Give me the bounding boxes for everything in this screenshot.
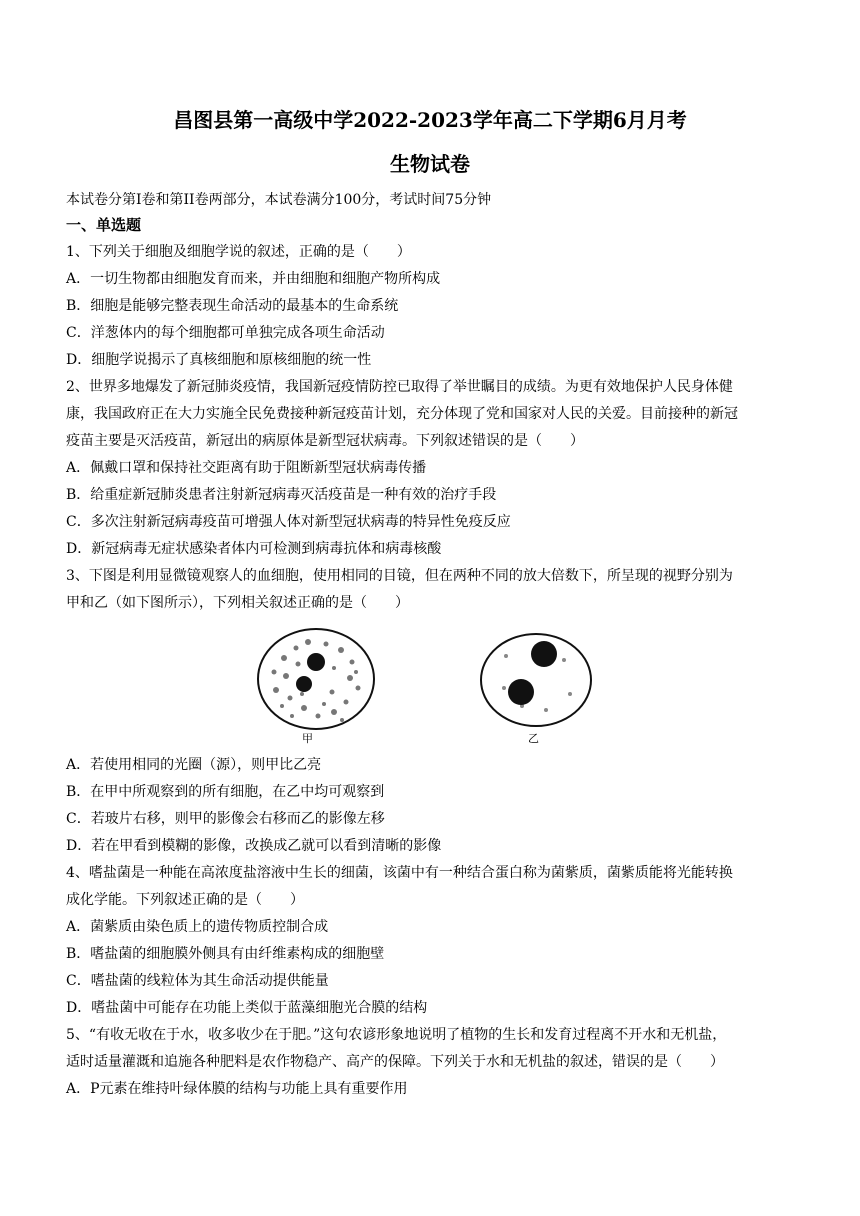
- question-2-option-c: C．多次注射新冠病毒疫苗可增强人体对新型冠状病毒的特异性免疫反应: [66, 514, 511, 530]
- question-5-stem-line-2: 适时适量灌溉和追施各种肥料是农作物稳产、高产的保障。下列关于水和无机盐的叙述，错误的是（ ）: [66, 1054, 724, 1070]
- question-3-option-d: D．若在甲看到模糊的影像，改换成乙就可以看到清晰的影像: [66, 838, 442, 854]
- figure-label-left: 甲: [302, 732, 313, 745]
- question-5-stem-line-1: 5、“有收无收在于水，收多收少在于肥。”这句农谚形象地说明了植物的生长和发育过程离不开水和无机盐，: [66, 1027, 727, 1043]
- field-of-view-right: [481, 634, 591, 726]
- exam-instructions: 本试卷分第I卷和第II卷两部分，本试卷满分100分，考试时间75分钟: [66, 192, 492, 208]
- microscope-figure: [246, 620, 630, 746]
- question-2-option-d: D．新冠病毒无症状感染者体内可检测到病毒抗体和病毒核酸: [66, 541, 442, 557]
- question-4-option-d: D．嗜盐菌中可能存在功能上类似于蓝藻细胞光合膜的结构: [66, 1000, 428, 1016]
- figure-label-right: 乙: [528, 732, 539, 745]
- question-1-option-b: B．细胞是能够完整表现生命活动的最基本的生命系统: [66, 298, 399, 314]
- section-heading-single-choice: 一、单选题: [66, 216, 142, 234]
- question-2-stem-line-3: 疫苗主要是灭活疫苗，新冠出的病原体是新型冠状病毒。下列叙述错误的是（ ）: [66, 433, 584, 449]
- question-3-option-c: C．若玻片右移，则甲的影像会右移而乙的影像左移: [66, 811, 385, 827]
- question-4-option-b: B．嗜盐菌的细胞膜外侧具有由纤维素构成的细胞壁: [66, 946, 385, 962]
- question-1-option-a: A．一切生物都由细胞发育而来，并由细胞和细胞产物所构成: [66, 271, 441, 287]
- question-4-stem-line-2: 成化学能。下列叙述正确的是（ ）: [66, 892, 304, 908]
- field-of-view-left: [258, 629, 374, 729]
- question-5-option-a: A．P元素在维持叶绿体膜的结构与功能上具有重要作用: [66, 1081, 408, 1097]
- question-1-option-d: D．细胞学说揭示了真核细胞和原核细胞的统一性: [66, 352, 372, 368]
- question-2-stem-line-2: 康，我国政府正在大力实施全民免费接种新冠疫苗计划，充分体现了党和国家对人民的关爱。目前接种的新冠: [66, 406, 738, 422]
- question-3-stem-line-1: 3、下图是利用显微镜观察人的血细胞，使用相同的目镜，但在两种不同的放大倍数下，所呈现的视野分别为: [66, 568, 733, 584]
- question-4-option-a: A．菌紫质由染色质上的遗传物质控制合成: [66, 919, 329, 935]
- question-2-option-b: B．给重症新冠肺炎患者注射新冠病毒灭活疫苗是一种有效的治疗手段: [66, 487, 497, 503]
- question-4-stem-line-1: 4、嗜盐菌是一种能在高浓度盐溶液中生长的细菌，该菌中有一种结合蛋白称为菌紫质，菌紫质能将光能转换: [66, 865, 733, 881]
- exam-subtitle: 生物试卷: [390, 152, 470, 176]
- question-3-option-a: A．若使用相同的光圈（源），则甲比乙亮: [66, 757, 322, 773]
- question-3-stem-line-2: 甲和乙（如下图所示），下列相关叙述正确的是（ ）: [66, 595, 409, 611]
- question-1-option-c: C．洋葱体内的每个细胞都可单独完成各项生命活动: [66, 325, 385, 341]
- question-4-option-c: C．嗜盐菌的线粒体为其生命活动提供能量: [66, 973, 329, 989]
- exam-title: 昌图县第一高级中学2022-2023学年高二下学期6月月考: [173, 108, 687, 132]
- question-2-stem-line-1: 2、世界多地爆发了新冠肺炎疫情，我国新冠疫情防控已取得了举世瞩目的成绩。为更有效地保护人民身体健: [66, 379, 733, 395]
- question-2-option-a: A．佩戴口罩和保持社交距离有助于阻断新型冠状病毒传播: [66, 460, 427, 476]
- question-3-option-b: B．在甲中所观察到的所有细胞，在乙中均可观察到: [66, 784, 385, 800]
- question-1-stem: 1、下列关于细胞及细胞学说的叙述，正确的是（ ）: [66, 244, 411, 260]
